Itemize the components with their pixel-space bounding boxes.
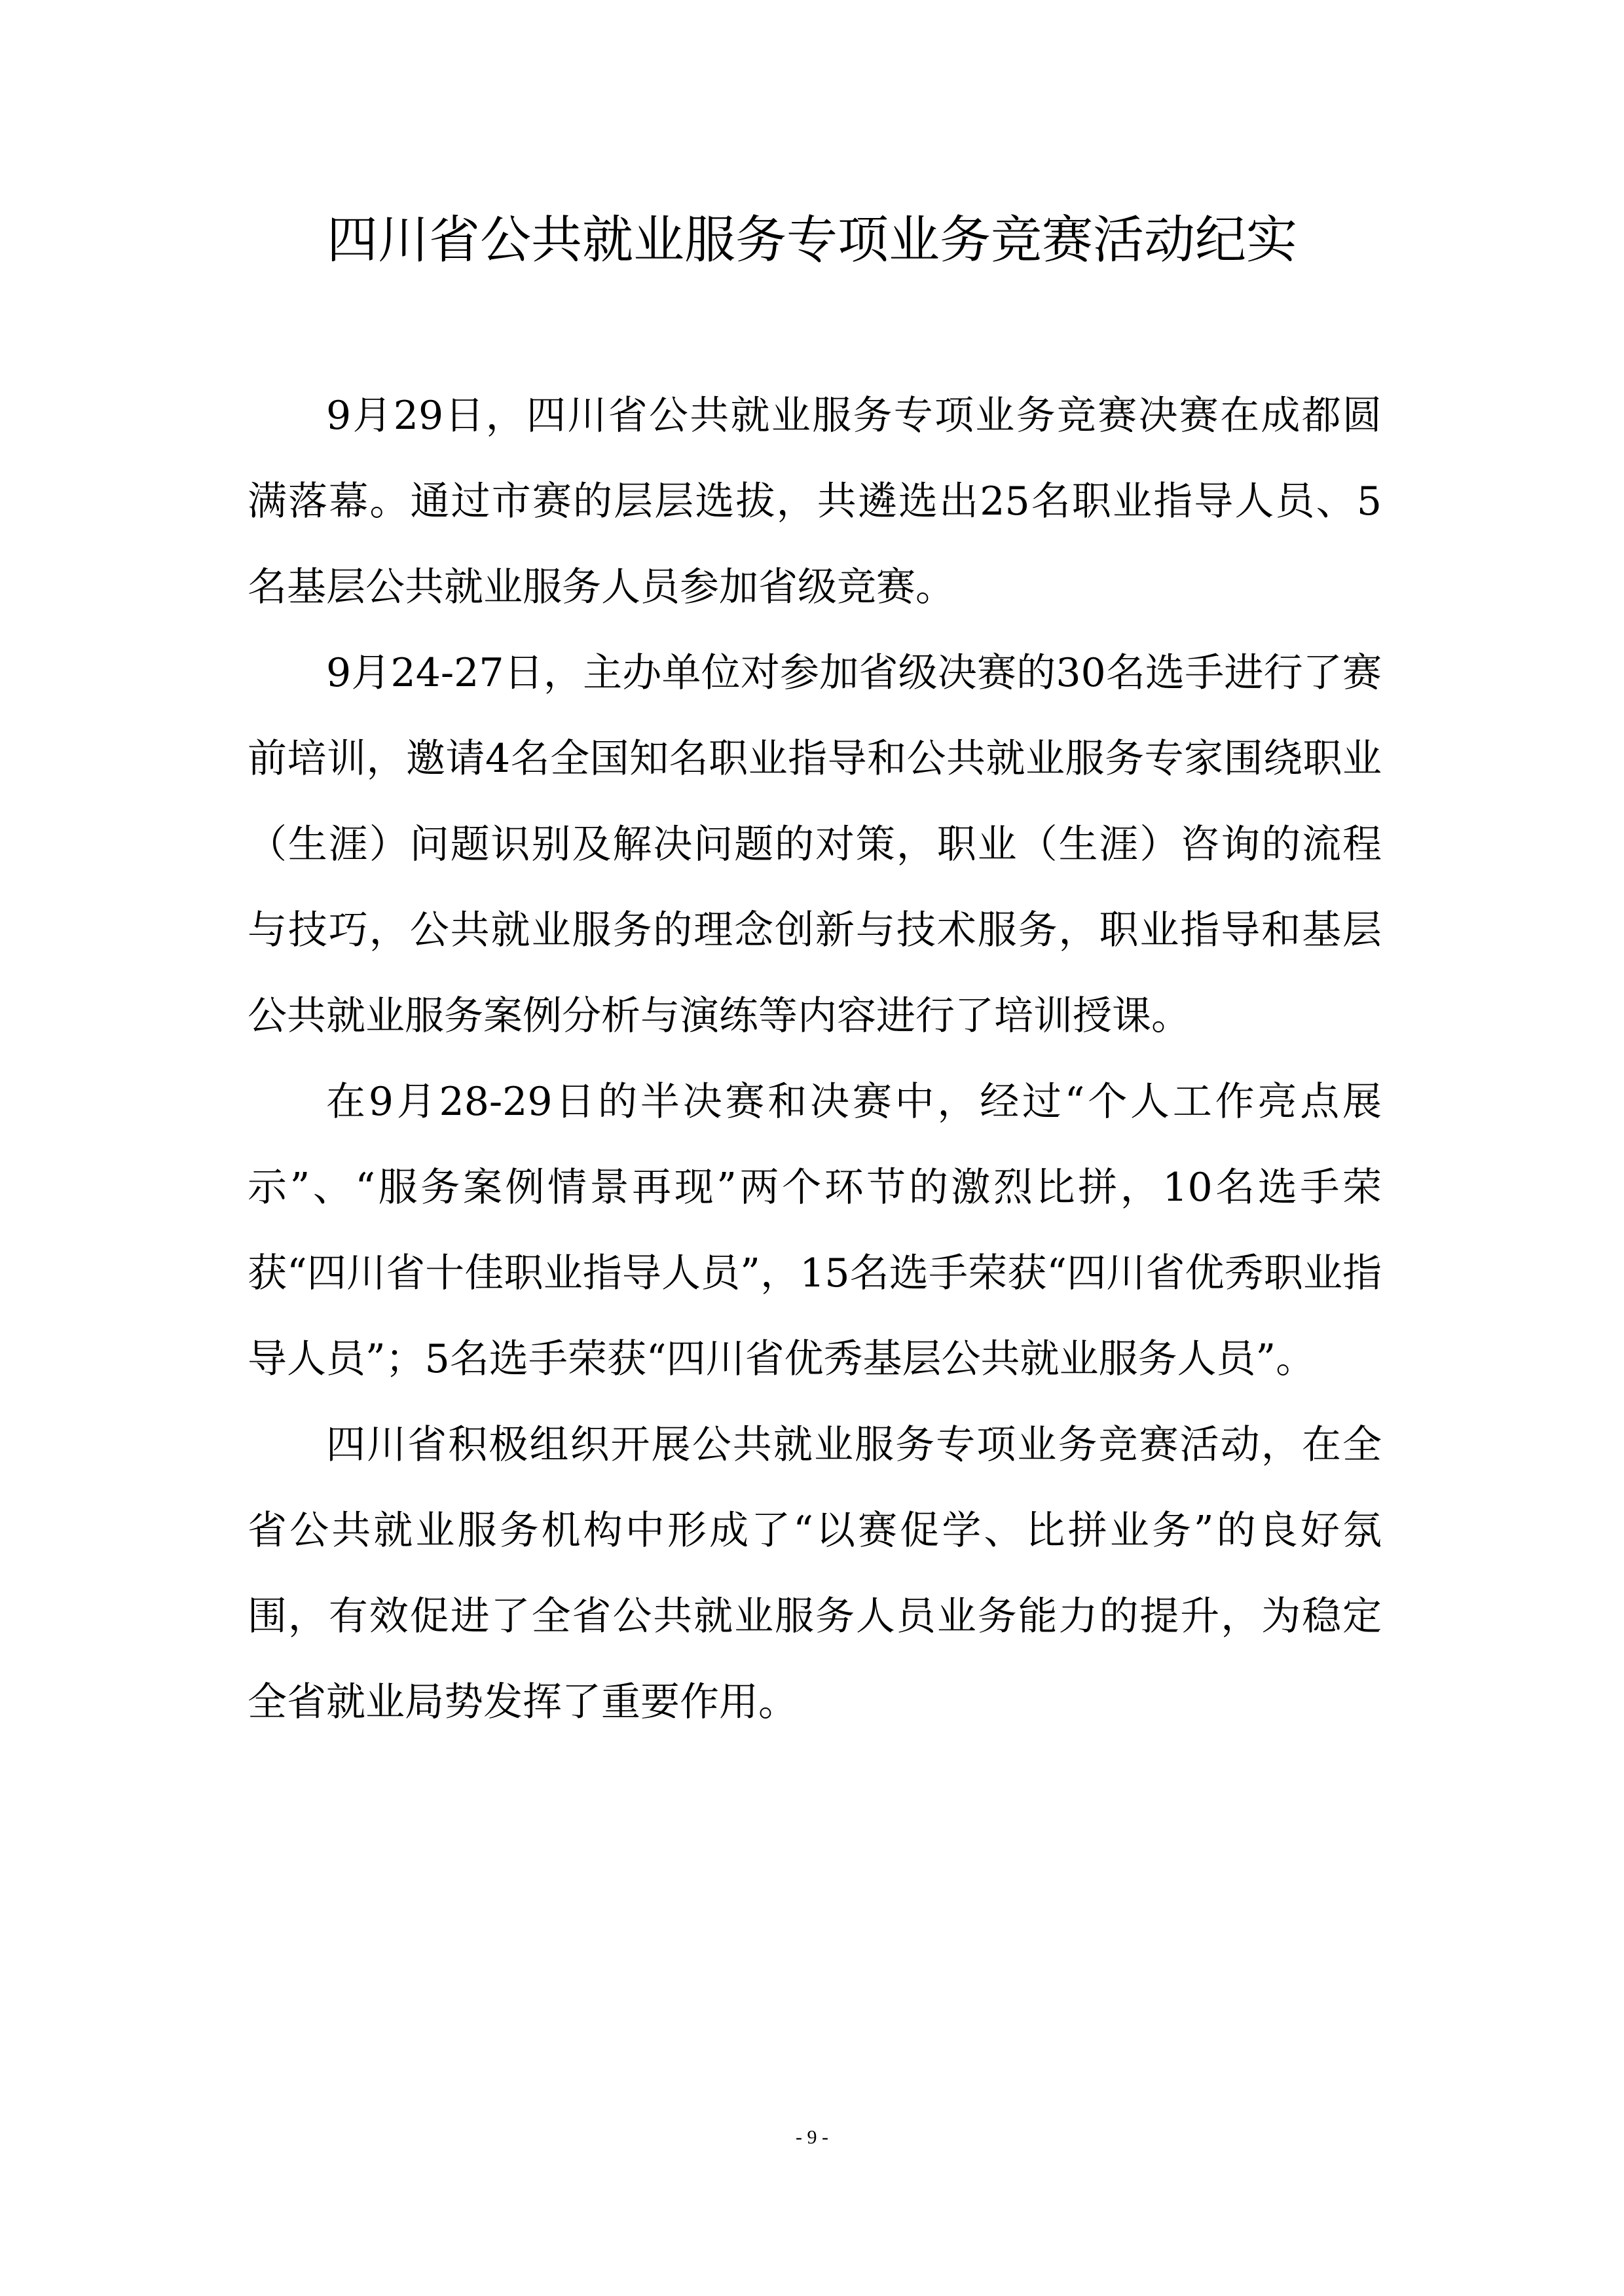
page-number: - 9 -	[796, 2126, 828, 2148]
paragraph-pre-contest-training: 9月24-27日，主办单位对参加省级决赛的30名选手进行了赛前培训，邀请4名全国知名职业指导和公共就业服务专家围绕职业（生涯）问题识别及解决问题的对策，职业（生涯）咨询的流程与技巧，公共就业服务的理念创新与技术服务，职业指导和基层公共就业服务案例分析与演练等内容进行了培训授课。	[248, 650, 1382, 1039]
paragraph-final-results: 9月29日，四川省公共就业服务专项业务竞赛决赛在成都圆满落幕。通过市赛的层层选拔，共遴选出25名职业指导人员、5名基层公共就业服务人员参加省级竞赛。	[248, 393, 1382, 610]
paragraph-summary: 四川省积极组织开展公共就业服务专项业务竞赛活动，在全省公共就业服务机构中形成了“以赛促学、比拼业务”的良好氛围，有效促进了全省公共就业服务人员业务能力的提升，为稳定全省就业局势发挥了重要作用。	[248, 1422, 1382, 1725]
paragraph-semifinal-awards: 在9月28-29日的半决赛和决赛中，经过“个人工作亮点展示”、“服务案例情景再现”两个环节的激烈比拼，10名选手荣获“四川省十佳职业指导人员”，15名选手荣获“四川省优秀职业指导人员”；5名选手荣获“四川省优秀基层公共就业服务人员”。	[248, 1079, 1382, 1382]
document-body	[248, 373, 1382, 1745]
document-title: 四川省公共就业服务专项业务竞赛活动纪实	[326, 211, 1297, 270]
